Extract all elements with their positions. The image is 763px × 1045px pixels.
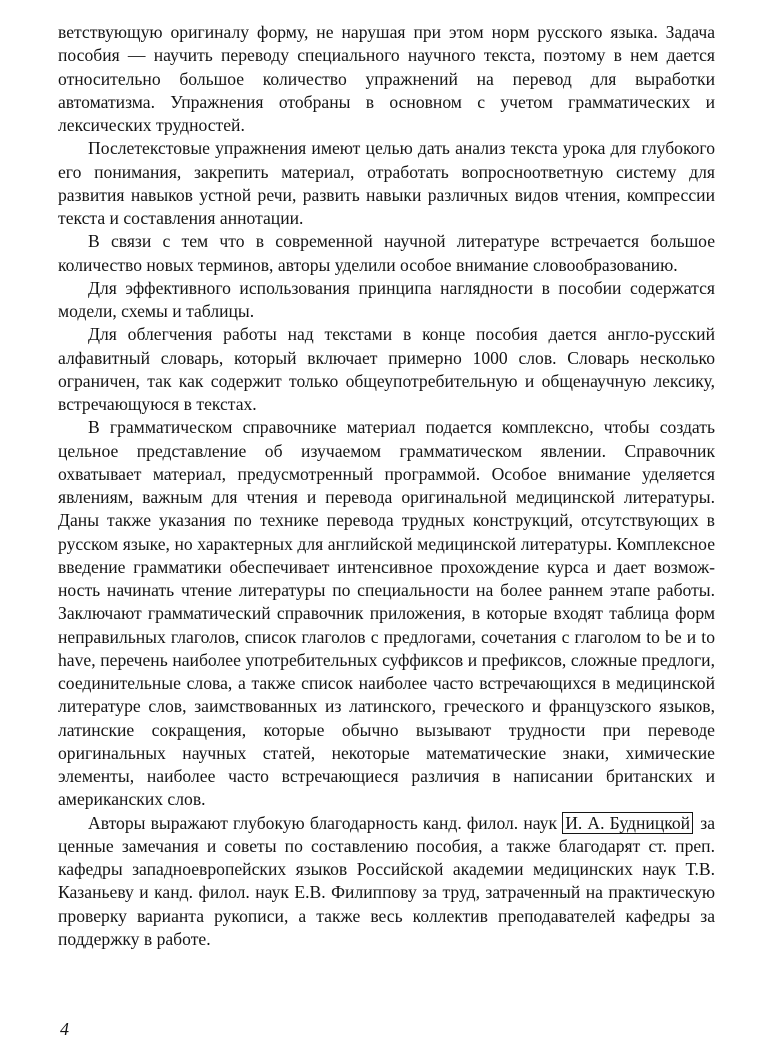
page-number: 4 xyxy=(60,1019,69,1039)
paragraph-visual-aids: Для эффективного использования принципа наглядности в пособии содержатся модели, схемы и таблицы. xyxy=(58,277,715,321)
paragraph-continuation: ветствующую оригиналу форму, не нарушая при этом норм русского языка. Задача пособия — научить переводу специального научного текста, поэтому в нем дается относительно большое количество упражнений на перевод для выработки автоматизма. Упражнения отобраны в основном с учетом грамматических и лексических трудностей. xyxy=(58,22,715,135)
paragraph-exercises: Послетекстовые упражнения имеют целью дать анализ текста урока для глубокого его понимания, закрепить материал, отработать вопросноответную систему для развития навыков устной речи, развить навыки различных видов чтения, компрессии текста и составления аннотации. xyxy=(58,138,715,228)
paragraph-terms: В связи с тем что в современной научной литературе встречается большое количество новых терминов, авторы уделили особое внимание словообразованию. xyxy=(58,231,715,275)
paragraph-dictionary: Для облегчения работы над текстами в конце пособия дается англо-русский алфавитный словарь, который включает примерно 1000 слов. Словарь несколько ограничен, так как содержит только общеупотребительную и общенаучную лексику, встречающуюся в текстах. xyxy=(58,324,715,414)
acknowledgement-lead: Авторы выражают глубокую благодарность канд. филол. наук xyxy=(88,812,558,833)
paragraph-grammar-reference: В грамматическом справочнике материал подается комплексно, чтобы создать цельное представление об изучаемом грамматическом явлении. Справочник охватывает материал, предусмотренный программой. Особое внимание уделяется явлениям, важным для чтения и перевода оригинальной медицинской литературы. Даны также указания по технике перевода трудных конструкций, отсутствующих в русском языке, но характерных для английской медицинской литературы. Комплексное введение грамматики обеспечивает интенсивное прохождение курса и дает возможность начинать чтение литературы по специальности на более раннем этапе работы. Заключают грамматический справочник приложения, в которые входят таблица форм неправильных глаголов, список глаголов с предлогами, сочетания с глаголом to be и to have, перечень наиболее употребительных суффиксов и префиксов, сложные предлоги, соединительные слова, а также список наиболее часто встречающихся в медицинской литературе слов, заимствованных из латинского, греческого и французского языков, латинские сокращения, которые обычно вызывают трудности при переводе оригинальных научных статей, некоторые математические знаки, химические элементы, наиболее часто встречающиеся различия в написании британских и американских слов. xyxy=(58,417,715,810)
body-text xyxy=(58,21,715,951)
acknowledgement-rest: за ценные замечания и советы по составлению пособия, а также благодарят ст. преп. кафедры западноевропейских языков Российской академии медицинских наук Т.В. Казаньеву и канд. филол. наук Е.В. Филиппову за труд, затраченный на практическую проверку варианта рукописи, а также весь коллектив преподавателей кафедры за поддержку в работе. xyxy=(58,812,716,949)
boxed-name: И. А. Будницкой xyxy=(562,812,693,834)
paragraph-acknowledgement xyxy=(58,812,715,952)
